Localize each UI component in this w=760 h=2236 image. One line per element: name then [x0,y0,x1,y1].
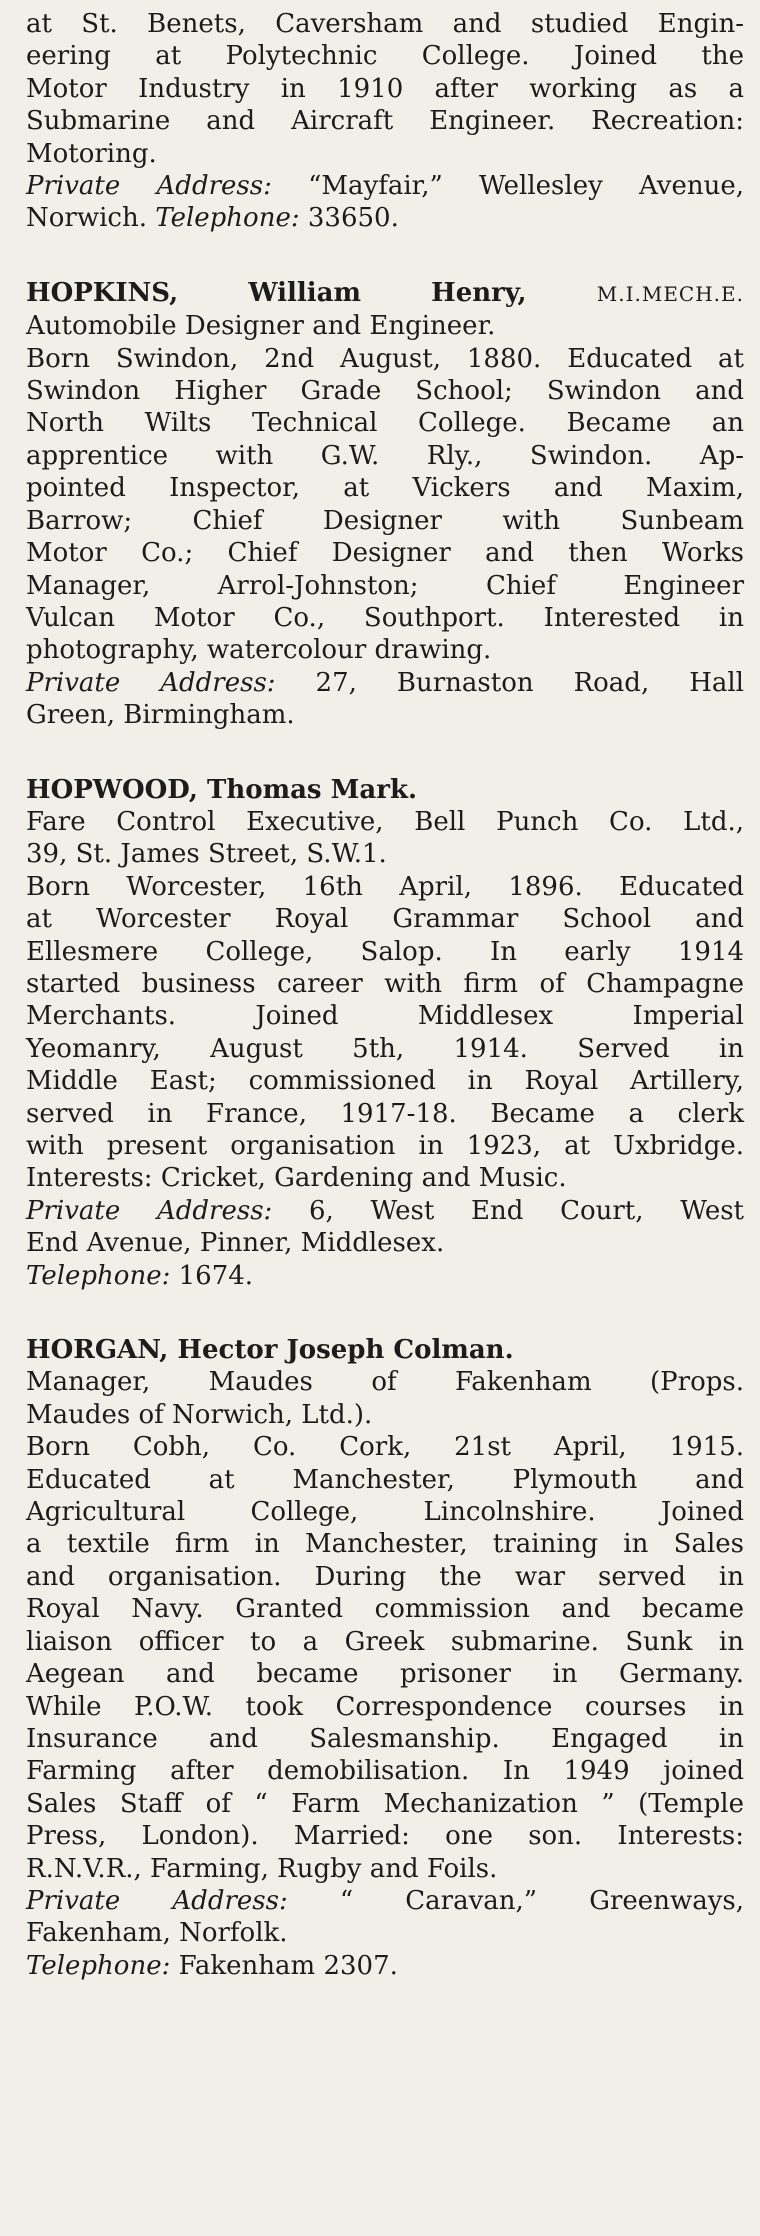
line-text: Motor Industry in 1910 after working as a [26,73,744,104]
line-text: Swindon Higher Grade School; Swindon and [26,376,744,407]
line-text: Press, London). Married: one son. Interests: [26,1821,744,1852]
line-text: Fakenham, Norfolk. [26,1918,288,1949]
line-text: 27, Burnaston Road, Hall [275,667,744,698]
entry-text-line [26,838,744,870]
entry-text-line [26,634,744,666]
entry-text-line [26,1000,744,1032]
field-label: Private Address: [26,1195,273,1226]
entry-text-line [26,1399,744,1431]
entry-text-line [26,1162,744,1194]
line-text: Born Cobh, Co. Cork, 21st April, 1915. [26,1432,744,1463]
entry-text-line [26,440,744,472]
line-text: Barrow; Chief Designer with Sunbeam [26,505,744,536]
entry-text-line [26,1033,744,1065]
entry-text-line [26,936,744,968]
line-text: Farming after demobilisation. In 1949 joined [26,1756,744,1787]
line-text: Born Swindon, 2nd August, 1880. Educated at [26,343,744,374]
entry-text-line [26,1691,744,1723]
field-label: Private Address: [26,667,276,698]
line-text: Motoring. [26,138,157,169]
line-text: Automobile Designer and Engineer. [26,311,496,342]
entry-text-line [26,1950,744,1982]
line-text: liaison officer to a Greek submarine. Sunk in [26,1626,744,1657]
entry-text-line [26,8,744,40]
entry-text-line [26,1723,744,1755]
line-text: Insurance and Salesmanship. Engaged in [26,1723,744,1754]
line-text: 1674. [170,1260,254,1291]
line-text: eering at Polytechnic College. Joined the [26,41,744,72]
line-text: Norwich. [26,203,156,234]
line-text: started business career with firm of Champagne [26,968,744,999]
entry-text-line [26,170,744,202]
line-text: Merchants. Joined Middlesex Imperial [26,1001,744,1032]
entry-text-line [26,1366,744,1398]
line-text: Ellesmere College, Salop. In early 1914 [26,936,744,967]
line-text: and organisation. During the war served in [26,1561,744,1592]
line-text: Motor Co.; Chief Designer and then Works [26,538,744,569]
entry-name: HORGAN, Hector Joseph Colman. [26,1335,514,1366]
line-text: End Avenue, Pinner, Middlesex. [26,1228,445,1259]
entry-text-line [26,1885,744,1917]
entry-text-line [26,667,744,699]
line-text: Manager, Arrol-Johnston; Chief Engineer [26,570,744,601]
entry-text-line [26,505,744,537]
line-text: Maudes of Norwich, Ltd.). [26,1399,373,1430]
line-text: Aegean and became prisoner in Germany. [26,1659,744,1690]
entry-text-line [26,903,744,935]
line-text: Fare Control Executive, Bell Punch Co. Ltd., [26,806,744,837]
entry-text-line [26,1431,744,1463]
entry-text-line [26,968,744,1000]
directory-entry [26,774,744,1293]
field-label: Telephone: [26,1950,171,1981]
field-label: Private Address: [26,1885,288,1916]
field-label: Telephone: [155,203,300,234]
entry-text-line [26,138,744,170]
entry-heading [26,277,744,310]
entry-text-line [26,343,744,375]
line-text: Manager, Maudes of Fakenham (Props. [26,1367,744,1398]
line-text: Green, Birmingham. [26,700,295,731]
line-text: Submarine and Aircraft Engineer. Recreation: [26,106,744,137]
entry-text-line [26,1917,744,1949]
entry-text-line [26,1788,744,1820]
entry-name: HOPKINS, William Henry, [26,277,527,308]
entry-text-line [26,1130,744,1162]
line-text: Interests: Cricket, Gardening and Music. [26,1163,567,1194]
entry-text-line [26,1853,744,1885]
entry-text-line [26,1260,744,1292]
entry-text-line [26,806,744,838]
line-text: Royal Navy. Granted commission and became [26,1594,744,1625]
entry-text-line [26,1626,744,1658]
line-text: Educated at Manchester, Plymouth and [26,1464,744,1495]
entry-text-line [26,407,744,439]
line-text: at St. Benets, Caversham and studied Engin- [26,9,744,39]
field-label: Telephone: [26,1260,171,1291]
entry-text-line [26,1528,744,1560]
entry-text-line [26,1227,744,1259]
entry-text-line [26,602,744,634]
entry-text-line [26,40,744,72]
line-text: with present organisation in 1923, at Uxbridge. [26,1131,744,1161]
entry-text-line [26,570,744,602]
line-text: Middle East; commissioned in Royal Artillery, [26,1066,744,1097]
line-text: pointed Inspector, at Vickers and Maxim, [26,473,744,504]
line-text: apprentice with G.W. Rly., Swindon. Ap- [26,440,744,471]
line-text: “ Caravan,” Greenways, [287,1885,744,1916]
line-text: Sales Staff of “ Farm Mechanization ” (Temple [26,1788,744,1819]
entry-text-line [26,1593,744,1625]
entry-text-line [26,1496,744,1528]
directory-entry [26,277,744,732]
entry-name: HOPWOOD, Thomas Mark. [26,774,418,805]
entry-text-line [26,699,744,731]
line-text: Yeomanry, August 5th, 1914. Served in [26,1033,744,1064]
entry-text-line [26,310,744,342]
line-text: served in France, 1917-18. Became a clerk [26,1098,744,1129]
line-text: Agricultural College, Lincolnshire. Joined [26,1497,744,1528]
entry-text-line [26,1755,744,1787]
line-text: 33650. [299,203,399,234]
field-label: Private Address: [26,171,272,202]
line-text: Born Worcester, 16th April, 1896. Educated [26,871,744,902]
line-text: Vulcan Motor Co., Southport. Interested in [26,602,744,633]
entry-text-line [26,375,744,407]
entry-text-line [26,871,744,903]
entry-qualification: M.I.MECH.E. [596,281,744,306]
line-text: at Worcester Royal Grammar School and [26,904,744,935]
line-text: While P.O.W. took Correspondence courses in [26,1691,744,1722]
line-text: North Wilts Technical College. Became an [26,408,744,439]
entry-text-line [26,105,744,137]
line-text: 39, St. James Street, S.W.1. [26,839,387,870]
entry-text-line [26,472,744,504]
line-text: photography, watercolour drawing. [26,635,492,666]
entry-text-line [26,1658,744,1690]
entry-text-line [26,1098,744,1130]
entry-text-line [26,1561,744,1593]
entry-text-line [26,1065,744,1097]
entry-heading [26,774,744,806]
directory-entry [26,8,744,235]
line-text: R.N.V.R., Farming, Rugby and Foils. [26,1853,498,1884]
entry-text-line [26,202,744,234]
entry-text-line [26,1820,744,1852]
entry-text-line [26,1464,744,1496]
directory-page [26,8,744,1982]
line-text: 6, West End Court, West [272,1195,744,1226]
line-text: Fakenham 2307. [170,1950,398,1981]
entry-text-line [26,1195,744,1227]
line-text: “Mayfair,” Wellesley Avenue, [271,171,744,202]
entry-text-line [26,537,744,569]
directory-entry [26,1334,744,1982]
entry-text-line [26,73,744,105]
line-text: a textile firm in Manchester, training in Sales [26,1529,744,1560]
entry-heading [26,1334,744,1366]
